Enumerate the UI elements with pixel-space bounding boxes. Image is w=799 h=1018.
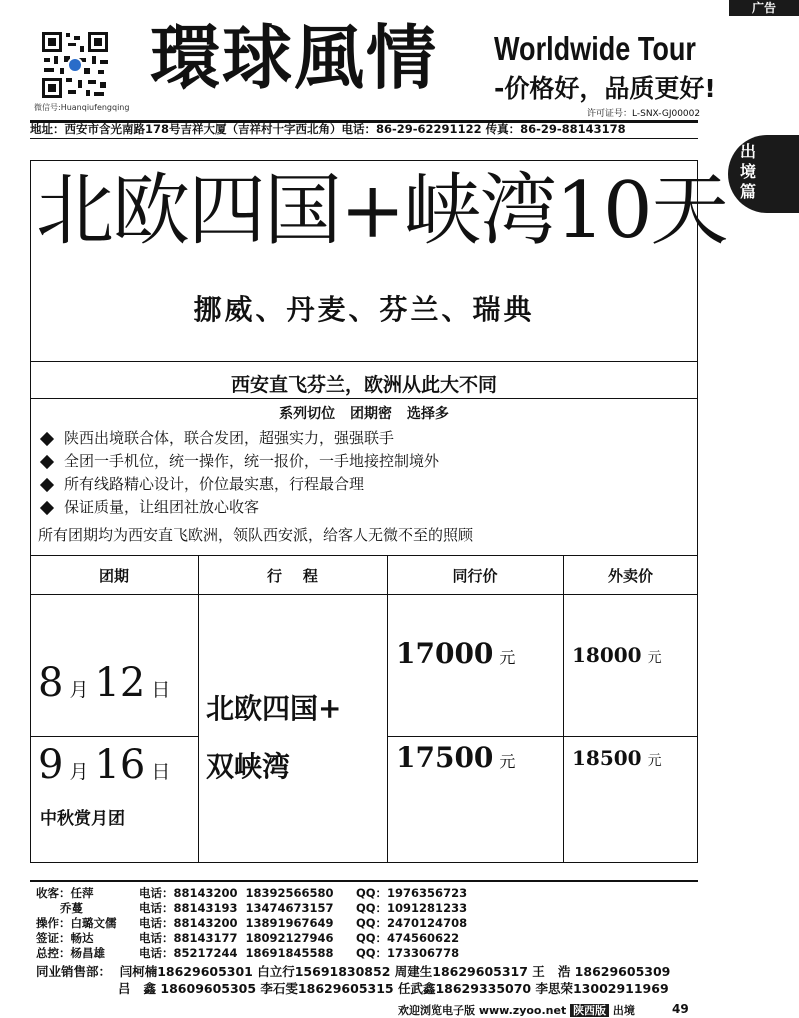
- retail-price: 18500 元: [572, 746, 662, 770]
- address-divider: [30, 138, 698, 139]
- group-note: 所有团期均为西安直飞欧洲，领队西安派，给客人无微不至的照顾: [38, 526, 474, 544]
- route-name: 北欧四国+ 双峡湾: [206, 692, 342, 783]
- diamond-bullet-icon: [40, 454, 54, 468]
- section-side-tab: [728, 135, 799, 213]
- table-column-divider: [387, 555, 388, 863]
- table-row-divider: [30, 736, 198, 737]
- diamond-bullet-icon: [40, 500, 54, 514]
- contact-row: 乔蔓 电话：88143193 13474673157 QQ：1091281233: [36, 901, 468, 915]
- tour-title: 北欧四国+峡湾10天: [36, 166, 727, 256]
- mid-autumn-tag: 中秋赏月团: [40, 809, 125, 829]
- contact-row: 签证：畅达 电话：88143177 18092127946 QQ：474560622: [36, 931, 460, 945]
- sub-slogan: 系列切位 团期密 选择多: [279, 406, 449, 422]
- country-list: 挪威、丹麦、芬兰、瑞典: [193, 293, 535, 326]
- table-header-trade-price: 同行价: [452, 567, 498, 585]
- address-line: 地址：西安市含光南路178号吉祥大厦（吉祥村十字西北角）电话：86-29-62291122 传真：86-29-88143178: [30, 122, 626, 136]
- sales-line: 同业销售部： 闫柯楠18629605301 白立行15691830852 周建生18629605317 王 浩 18629605309: [36, 964, 671, 979]
- contact-row: 操作：白璐文儒 电话：88143200 13891967649 QQ：2470124708: [36, 916, 468, 930]
- table-header-route: 行 程: [267, 567, 318, 585]
- contact-row: 总控：杨昌雄 电话：85217244 18691845588 QQ：173306778: [36, 946, 460, 960]
- ad-tag: 广告: [729, 0, 799, 16]
- table-header-date: 团期: [98, 567, 129, 585]
- departure-date: 9 月 16 日: [38, 742, 171, 788]
- diamond-bullet-icon: [40, 431, 54, 445]
- table-column-divider: [198, 555, 199, 863]
- footer-bar: 欢迎浏览电子版 www.zyoo.net 陕西版 出境: [398, 1004, 635, 1017]
- bullet-item: 陕西出境联合体，联合发团，超强实力，强强联手: [38, 427, 394, 448]
- bullet-item: 全团一手机位，统一操作，统一报价，一手地接控制境外: [38, 450, 439, 471]
- trade-price: 17000 元: [396, 637, 516, 670]
- diamond-bullet-icon: [40, 477, 54, 491]
- departure-date: 8 月 12 日: [38, 660, 171, 706]
- wechat-id: 微信号:Huanqiufengqing: [34, 103, 130, 112]
- brand-logo-text: 環球風情: [150, 17, 438, 99]
- license-number: 许可证号：L-SNX-GJ00002: [587, 109, 701, 119]
- slogan: 西安直飞芬兰，欧洲从此大不同: [230, 374, 497, 396]
- table-column-divider: [563, 555, 564, 863]
- trade-price: 17500 元: [396, 741, 516, 774]
- table-header-divider: [30, 594, 698, 595]
- contact-row: 收客：任萍 电话：88143200 18392566580 QQ：1976356723: [36, 886, 468, 900]
- bullet-item: 保证质量，让组团社放心收客: [38, 496, 259, 517]
- page-number: 49: [672, 1002, 689, 1016]
- side-tab-label: 出境篇: [740, 142, 757, 201]
- tagline-chinese: -价格好，品质更好!: [494, 74, 716, 103]
- divider: [30, 398, 698, 399]
- tagline-english: Worldwide Tour: [494, 30, 696, 67]
- divider: [30, 361, 698, 362]
- footer-divider: [30, 880, 698, 882]
- qr-code-icon: [40, 30, 110, 100]
- divider: [30, 555, 698, 556]
- edition-chip: 陕西版: [570, 1004, 609, 1017]
- retail-price: 18000 元: [572, 643, 662, 667]
- sales-line: 吕 鑫 18609605305 李石雯18629605315 任武鑫18629335070 李思荣13002911969: [118, 981, 669, 996]
- bullet-item: 所有线路精心设计，价位最实惠，行程最合理: [38, 473, 364, 494]
- table-header-retail-price: 外卖价: [607, 567, 653, 585]
- table-row-divider: [387, 736, 698, 737]
